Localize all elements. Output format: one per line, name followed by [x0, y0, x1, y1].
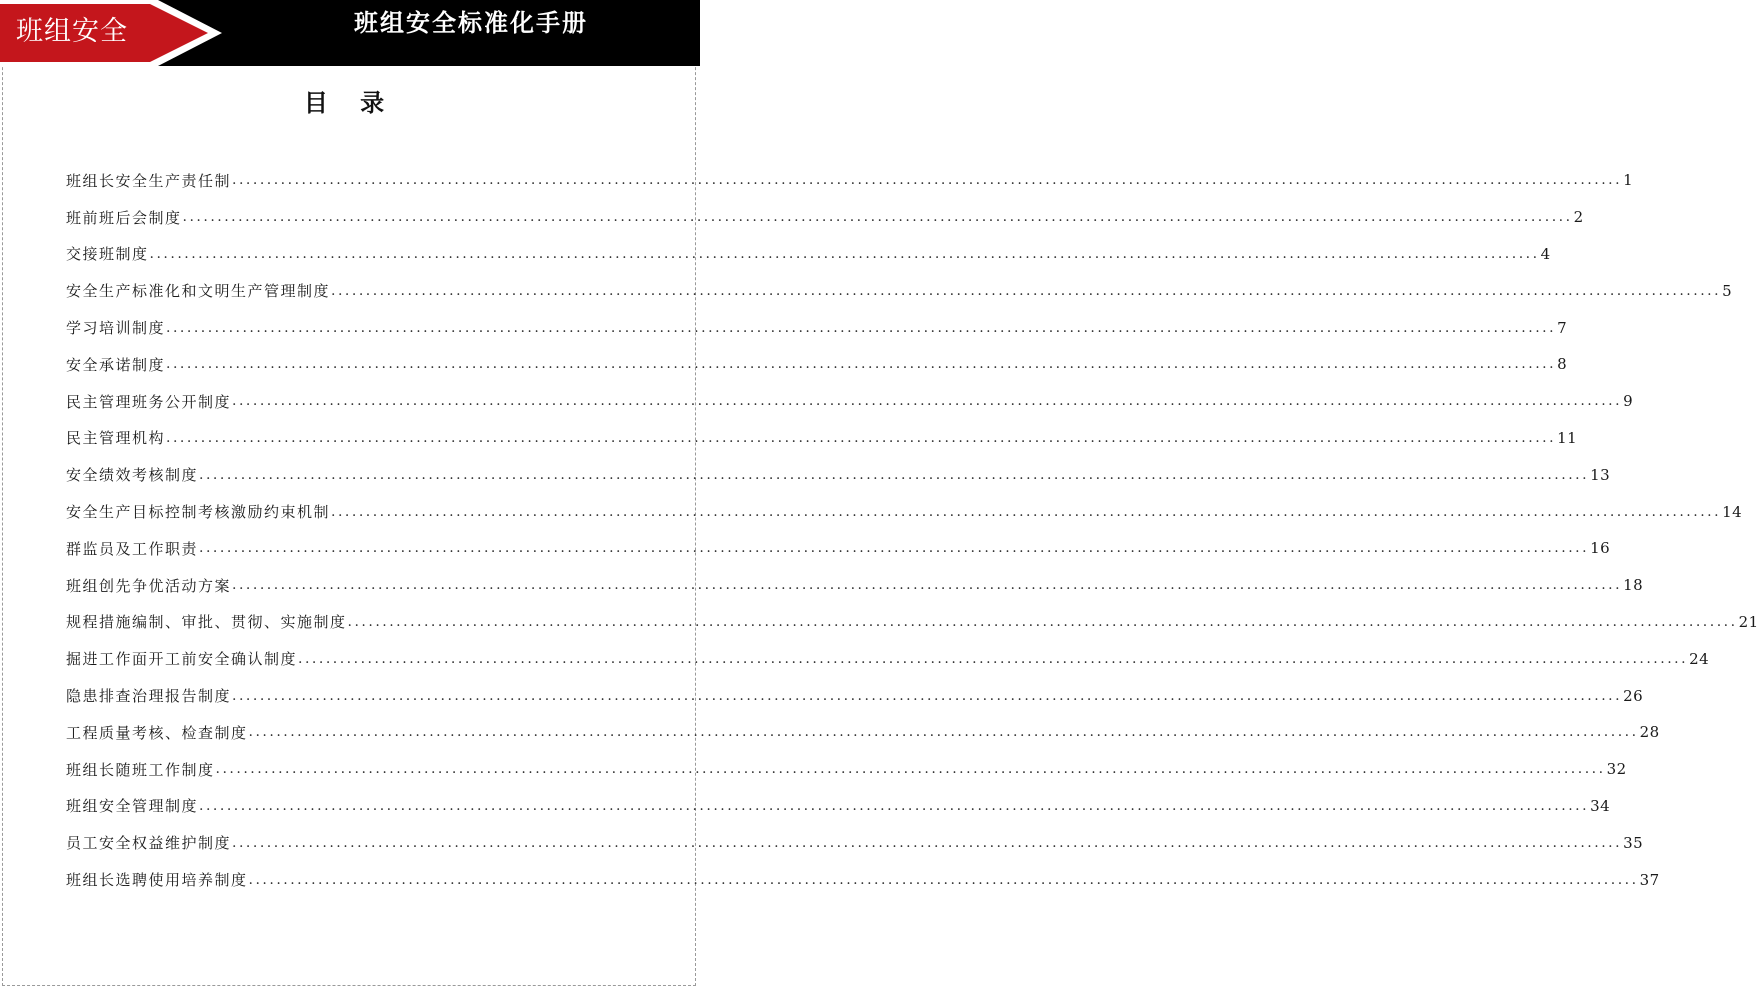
toc-entry[interactable]	[66, 530, 1611, 567]
toc-dot-leader: ........................................................................................................................................................................................................	[149, 245, 1540, 262]
toc-entry[interactable]	[66, 236, 1551, 273]
toc-dot-leader: ........................................................................................................................................................................................................	[232, 393, 1623, 410]
toc-entry-title: 群监员及工作职责	[66, 539, 199, 558]
toc-dot-leader: ........................................................................................................................................................................................................	[232, 687, 1623, 704]
toc-entry-page: 11	[1557, 428, 1578, 447]
toc-entry-page: 5	[1722, 281, 1733, 300]
toc-entry-page: 32	[1606, 760, 1627, 779]
toc-dot-leader: ........................................................................................................................................................................................................	[166, 356, 1557, 373]
toc-entry-title: 班前班后会制度	[66, 208, 182, 227]
toc-entry-title: 安全生产标准化和文明生产管理制度	[66, 282, 331, 301]
toc-entry-page: 2	[1573, 208, 1584, 227]
toc-dot-leader: ........................................................................................................................................................................................................	[347, 613, 1738, 630]
toc-entry-title: 安全生产目标控制考核激励约束机制	[66, 503, 331, 522]
toc-entry-title: 掘进工作面开工前安全确认制度	[66, 650, 298, 669]
toc-entry[interactable]	[66, 199, 1584, 236]
toc-entry-page: 37	[1639, 870, 1660, 889]
toc-list	[66, 162, 1759, 898]
toc-entry-page: 28	[1639, 723, 1660, 742]
toc-entry-page: 16	[1590, 539, 1611, 558]
toc-entry-title: 规程措施编制、审批、贯彻、实施制度	[66, 613, 347, 632]
toc-dot-leader: ........................................................................................................................................................................................................	[199, 466, 1590, 483]
toc-entry[interactable]	[66, 567, 1644, 604]
toc-entry-title: 交接班制度	[66, 245, 149, 264]
toc-entry-title: 班组长选聘使用培养制度	[66, 871, 248, 890]
toc-entry[interactable]	[66, 162, 1634, 199]
header-tag	[0, 0, 230, 66]
toc-dot-leader: ........................................................................................................................................................................................................	[232, 834, 1623, 851]
toc-entry-page: 13	[1590, 465, 1611, 484]
toc-entry-title: 工程质量考核、检查制度	[66, 723, 248, 742]
toc-entry-title: 班组长随班工作制度	[66, 760, 215, 779]
toc-entry-title: 民主管理班务公开制度	[66, 392, 232, 411]
toc-entry[interactable]	[66, 346, 1568, 383]
toc-dot-leader: ........................................................................................................................................................................................................	[331, 503, 1722, 520]
toc-entry[interactable]	[66, 604, 1759, 641]
header-bar	[0, 0, 700, 66]
toc-entry-title: 隐患排查治理报告制度	[66, 687, 232, 706]
toc-dot-leader: ........................................................................................................................................................................................................	[215, 761, 1606, 778]
header-tag-label: 班组安全	[16, 16, 128, 47]
toc-entry[interactable]	[66, 640, 1710, 677]
toc-entry[interactable]	[66, 420, 1578, 457]
toc-entry-page: 26	[1623, 686, 1644, 705]
toc-dot-leader: ........................................................................................................................................................................................................	[248, 871, 1639, 888]
toc-entry-page: 9	[1623, 392, 1634, 411]
toc-entry-title: 班组长安全生产责任制	[66, 171, 232, 190]
toc-entry-title: 员工安全权益维护制度	[66, 834, 232, 853]
toc-dot-leader: ........................................................................................................................................................................................................	[166, 319, 1557, 336]
toc-entry-title: 班组创先争优活动方案	[66, 576, 232, 595]
toc-entry-title: 安全绩效考核制度	[66, 466, 199, 485]
toc-entry-page: 24	[1689, 649, 1710, 668]
toc-entry[interactable]	[66, 272, 1733, 309]
toc-dot-leader: ........................................................................................................................................................................................................	[166, 429, 1557, 446]
toc-entry[interactable]	[66, 788, 1611, 825]
toc-entry-title: 班组安全管理制度	[66, 797, 199, 816]
toc-entry-page: 8	[1557, 355, 1568, 374]
toc-entry[interactable]	[66, 751, 1627, 788]
toc-entry[interactable]	[66, 714, 1660, 751]
toc-dot-leader: ........................................................................................................................................................................................................	[298, 650, 1689, 667]
toc-dot-leader: ........................................................................................................................................................................................................	[199, 797, 1590, 814]
toc-entry[interactable]	[66, 309, 1568, 346]
toc-entry-page: 14	[1722, 502, 1743, 521]
toc-entry-page: 34	[1590, 796, 1611, 815]
toc-entry-page: 1	[1623, 171, 1634, 190]
toc-entry-title: 安全承诺制度	[66, 355, 166, 374]
toc-entry[interactable]	[66, 824, 1644, 861]
toc-dot-leader: ........................................................................................................................................................................................................	[199, 540, 1590, 557]
toc-heading: 目 录	[303, 89, 397, 117]
toc-dot-leader: ........................................................................................................................................................................................................	[331, 282, 1722, 299]
toc-entry[interactable]	[66, 493, 1743, 530]
toc-entry[interactable]	[66, 861, 1660, 898]
toc-entry-page: 18	[1623, 576, 1644, 595]
toc-entry-title: 学习培训制度	[66, 319, 166, 338]
toc-entry-page: 21	[1738, 612, 1759, 631]
toc-entry-page: 4	[1540, 244, 1551, 263]
toc-entry-page: 7	[1557, 318, 1568, 337]
toc-entry[interactable]	[66, 383, 1634, 420]
header-title: 班组安全标准化手册	[354, 9, 588, 37]
toc-dot-leader: ........................................................................................................................................................................................................	[232, 172, 1623, 189]
toc-entry[interactable]	[66, 456, 1611, 493]
toc-entry[interactable]	[66, 677, 1644, 714]
toc-entry-title: 民主管理机构	[66, 429, 166, 448]
toc-dot-leader: ........................................................................................................................................................................................................	[248, 724, 1639, 741]
toc-dot-leader: ........................................................................................................................................................................................................	[232, 577, 1623, 594]
toc-dot-leader: ........................................................................................................................................................................................................	[182, 209, 1573, 226]
toc-entry-page: 35	[1623, 833, 1644, 852]
